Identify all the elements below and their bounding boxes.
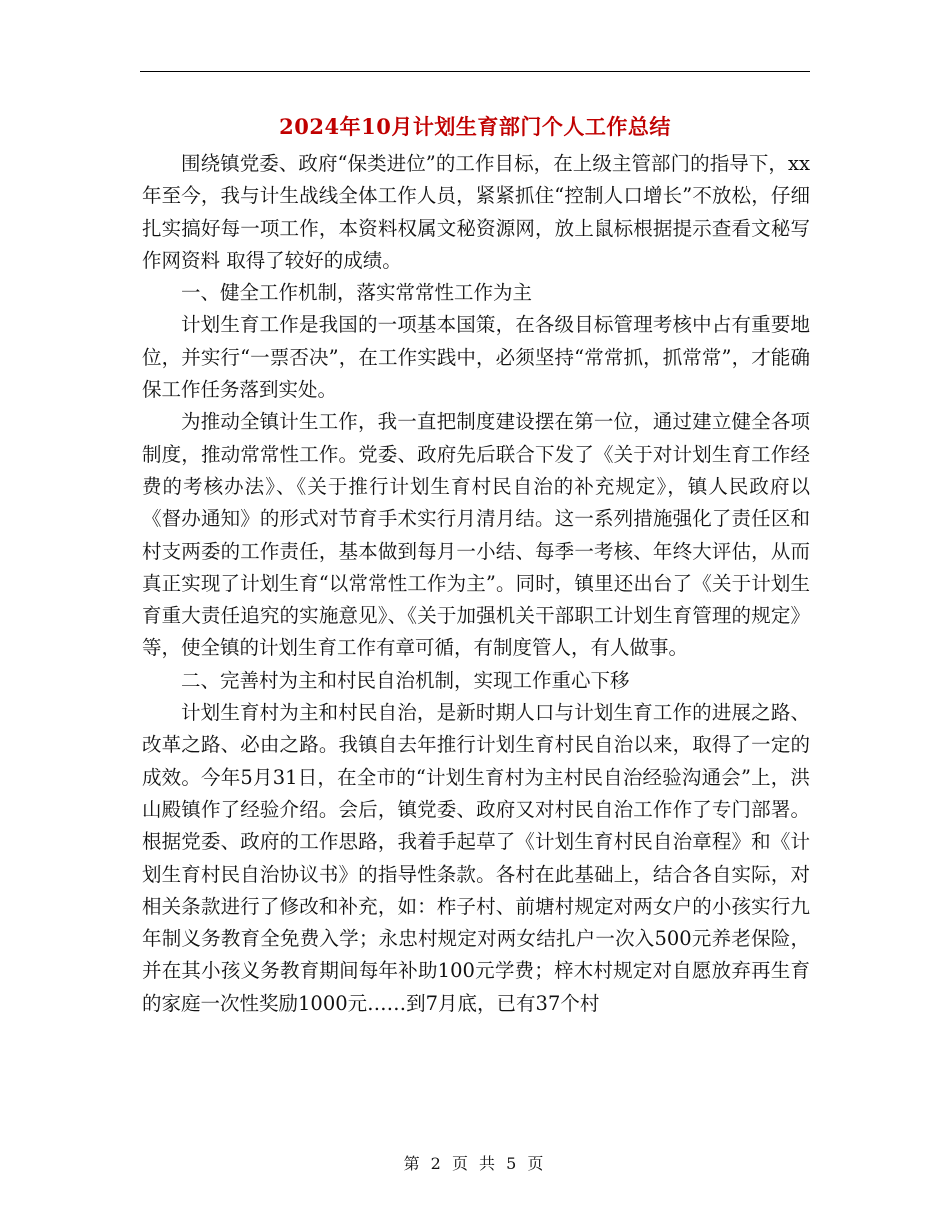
header-rule — [140, 71, 810, 72]
document-title: 2024年10月计划生育部门个人工作总结 — [279, 114, 671, 139]
section-heading: 一、健全工作机制，落实常常性工作为主 — [181, 281, 533, 305]
body-paragraph: 计划生育村为主和村民自治，是新时期人口与计划生育工作的进展之路、改革之路、必由之路。我镇自去年推行计划生育村民自治以来，取得了一定的成效。今年5月31日，在全市的“计划生育村为主村民自治经验沟通会”上，洪山殿镇作了经验介绍。会后，镇党委、政府又对村民自治工作作了专门部署。根据党委、政府的工作思路，我着手起草了《计划生育村民自治章程》和《计划生育村民自治协议书》的指导性条款。各村在此基础上，结合各自实际，对相关条款进行了修改和补充，如：柞子村、前塘村规定对两女户的小孩实行九年制义务教育全免费入学；永忠村规定对两女结扎户一次入500元养老保险，并在其小孩义务教育期间每年补助100元学费；梓木村规定对自愿放弃再生育的家庭一次性奖励1000元……到7月底，已有37个村 — [142, 701, 810, 1015]
section-heading: 二、完善村为主和村民自治机制，实现工作重心下移 — [181, 668, 630, 692]
body-paragraph: 为推动全镇计生工作，我一直把制度建设摆在第一位，通过建立健全各项制度，推动常常性工作。党委、政府先后联合下发了《关于对计划生育工作经费的考核办法》、《关于推行计划生育村民自治的补充规定》，镇人民政府以《督办通知》的形式对节育手术实行月清月结。这一系列措施强化了责任区和村支两委的工作责任，基本做到每月一小结、每季一考核、年终大评估，从而真正实现了计划生育“以常常性工作为主”。同时，镇里还出台了《关于计划生育重大责任追究的实施意见》、《关于加强机关干部职工计划生育管理的规定》等，使全镇的计划生育工作有章可循，有制度管人，有人做事。 — [142, 410, 810, 660]
body-paragraph: 围绕镇党委、政府“保类进位”的工作目标，在上级主管部门的指导下，xx年至今，我与计生战线全体工作人员，紧紧抓住“控制人口增长”不放松，仔细扎实搞好每一项工作，本资料权属文秘资源网，放上鼠标根据提示查看文秘写作网资料 取得了较好的成绩。 — [142, 152, 810, 272]
page-number-footer: 第 2 页 共 5 页 — [403, 1154, 547, 1173]
body-paragraph: 计划生育工作是我国的一项基本国策，在各级目标管理考核中占有重要地位，并实行“一票否决”，在工作实践中，必须坚持“常常抓，抓常常”，才能确保工作任务落到实处。 — [142, 313, 810, 402]
document-body — [142, 148, 810, 1020]
